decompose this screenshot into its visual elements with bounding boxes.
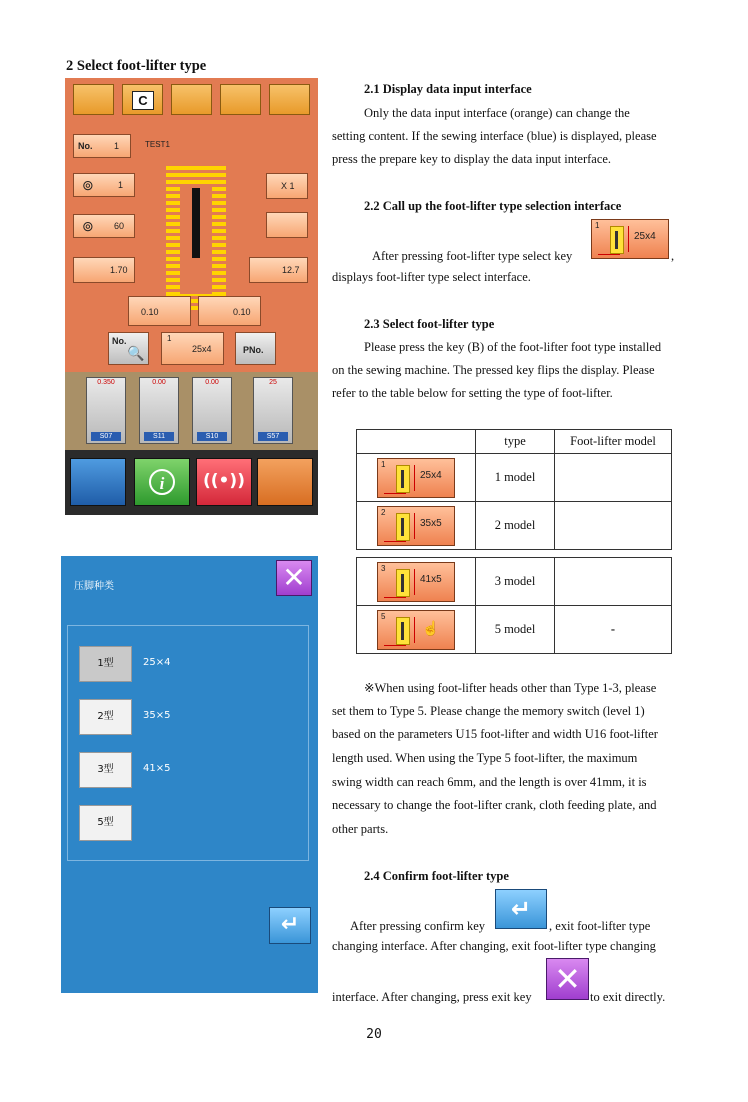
foot-lifter-table-2	[356, 557, 672, 654]
text-2-4-line1a: After pressing confirm key	[350, 919, 486, 933]
type-cell: 3 model	[476, 558, 555, 606]
text-2-4-line2: changing interface. After changing, exit foot-lifter type changing	[332, 939, 656, 953]
bottom-left-button[interactable]	[128, 296, 191, 326]
text-2-3-line1: Please press the key (B) of the foot-lifter foot type installed	[364, 340, 662, 354]
left-value-2: 60	[114, 221, 125, 231]
info-icon[interactable]: i	[134, 458, 190, 506]
confirm-key-image: ↵	[495, 889, 547, 929]
pattern-name: TEST1	[145, 140, 170, 149]
text-2-3-line2: on the sewing machine. The pressed key flips the display. Please	[332, 363, 655, 377]
bottom-value-1: 0.10	[141, 307, 159, 317]
model-cell: -	[555, 606, 672, 654]
right-value-3: 12.7	[282, 265, 300, 275]
pno-label: PNo.	[243, 345, 264, 355]
foot-lifter-select-key-image: 1 25x4	[591, 219, 669, 259]
heading-2-3: 2.3 Select foot-lifter type	[364, 317, 495, 331]
note-line2: set them to Type 5. Please change the memory switch (level 1)	[332, 704, 645, 718]
note-line6: necessary to change the foot-lifter crank, cloth feeding plate, and	[332, 798, 657, 812]
col-type-header: type	[476, 430, 555, 454]
text-2-2-line2: displays foot-lifter type select interface.	[332, 270, 531, 284]
text-2-2-line1: After pressing foot-lifter type select key	[372, 249, 573, 263]
parameter-bar	[65, 372, 318, 450]
pattern-no-button[interactable]	[73, 134, 131, 158]
type-1-size: 25×4	[143, 657, 171, 668]
exit-key-image: ✕	[546, 958, 589, 1000]
panel-title: 压脚种类	[74, 581, 114, 592]
foot-length-button[interactable]	[249, 257, 308, 283]
text-2-2-comma: ,	[671, 249, 675, 263]
type-5-button[interactable]: 5型	[79, 805, 132, 841]
type-cell: 2 model	[476, 502, 555, 550]
foot-type-3-key: 3 41x5	[377, 562, 455, 602]
close-icon[interactable]: ✕	[276, 560, 312, 596]
param-button-s07[interactable]: 0.350 S07	[86, 377, 126, 444]
section-title: 2 Select foot-lifter type	[66, 58, 207, 74]
magnifier-icon: 🔍	[127, 345, 145, 361]
type-3-size: 41×5	[143, 763, 171, 774]
foot-lifter-table-1	[356, 429, 672, 550]
col-model-header: Foot-lifter model	[555, 430, 672, 454]
foot-num: 1	[167, 334, 172, 343]
type-1-button[interactable]: 1型	[79, 646, 132, 682]
search-no-button[interactable]	[108, 332, 149, 365]
frame-icon-button[interactable]	[220, 84, 261, 115]
model-cell	[555, 454, 672, 502]
foot-type-1-key: 1 25x4	[377, 458, 455, 498]
stitch-edit-icon-button[interactable]	[171, 84, 212, 115]
page-number: 20	[366, 1027, 382, 1042]
stitch-pattern-graphic	[166, 166, 226, 310]
note-line7: other parts.	[332, 822, 389, 836]
type-cell: 1 model	[476, 454, 555, 502]
left-value-1: 1	[118, 180, 124, 190]
foot-type-2-key: 2 35x5	[377, 506, 455, 546]
thread-icon-button[interactable]	[269, 84, 310, 115]
right-value-1: X 1	[281, 181, 295, 191]
edit-icon-button[interactable]	[73, 84, 114, 115]
needle-icon: ⊚	[82, 177, 94, 193]
c-icon: C	[132, 91, 154, 110]
left-value-3: 1.70	[110, 265, 128, 275]
foot-lifter-select-screenshot	[61, 556, 318, 993]
param-button-s10[interactable]: 0.00 S10	[192, 377, 232, 444]
start-position-button[interactable]	[73, 173, 135, 197]
needle-icon: ⊚	[82, 218, 94, 234]
bottom-value-2: 0.10	[233, 307, 251, 317]
heading-2-2: 2.2 Call up the foot-lifter type selection interface	[364, 199, 622, 213]
foot-width-button[interactable]	[73, 257, 135, 283]
text-2-1-line3: press the prepare key to display the data input interface.	[332, 152, 612, 166]
no-value: 1	[114, 141, 120, 151]
position-button[interactable]	[266, 212, 308, 238]
type-2-button[interactable]: 2型	[79, 699, 132, 735]
text-2-1-line2: setting content. If the sewing interface (blue) is displayed, please	[332, 129, 657, 143]
heading-2-1: 2.1 Display data input interface	[364, 82, 532, 96]
data-input-screenshot	[65, 78, 318, 515]
c-copy-icon-button[interactable]	[122, 84, 163, 115]
text-2-4-line1b: , exit foot-lifter type	[549, 919, 651, 933]
text-2-3-line3: refer to the table below for setting the type of foot-lifter.	[332, 386, 613, 400]
type-3-button[interactable]: 3型	[79, 752, 132, 788]
enter-icon[interactable]: ↵	[269, 907, 311, 944]
x-scale-button[interactable]	[266, 173, 308, 199]
type-2-size: 35×5	[143, 710, 171, 721]
communication-icon[interactable]: ((•))	[196, 458, 252, 506]
param-button-s57[interactable]: 25 S57	[253, 377, 293, 444]
text-2-4-line3b: to exit directly.	[590, 990, 666, 1004]
foot-size: 25x4	[192, 344, 212, 354]
pno-button[interactable]	[235, 332, 276, 365]
file-search-icon[interactable]	[257, 458, 313, 506]
speed-button[interactable]	[73, 214, 135, 238]
note-line3: based on the parameters U15 foot-lifter and width U16 foot-lifter	[332, 727, 658, 741]
note-line5: swing width can reach 6mm, and the length is over 41mm, it is	[332, 775, 647, 789]
text-2-1-line1: Only the data input interface (orange) can change the	[364, 106, 630, 120]
model-cell	[555, 502, 672, 550]
hand-cursor-icon: ☝	[422, 619, 440, 636]
heading-2-4: 2.4 Confirm foot-lifter type	[364, 869, 509, 883]
bottom-right-button[interactable]	[198, 296, 261, 326]
type-cell: 5 model	[476, 606, 555, 654]
search-no-label: No.	[112, 336, 127, 346]
foot-lifter-type-select-key[interactable]	[161, 332, 224, 365]
no-label: No.	[78, 141, 93, 151]
text-2-4-line3a: interface. After changing, press exit key	[332, 990, 532, 1004]
bottom-button-bar	[65, 450, 318, 515]
param-button-s11[interactable]: 0.00 S11	[139, 377, 179, 444]
type-list-frame	[67, 625, 309, 861]
model-cell	[555, 558, 672, 606]
sewing-machine-icon[interactable]	[70, 458, 126, 506]
foot-type-5-key: 5 ☝	[377, 610, 455, 650]
note-line4: length used. When using the Type 5 foot-lifter, the maximum	[332, 751, 638, 765]
note-line1: ※When using foot-lifter heads other than Type 1-3, please	[364, 681, 657, 695]
